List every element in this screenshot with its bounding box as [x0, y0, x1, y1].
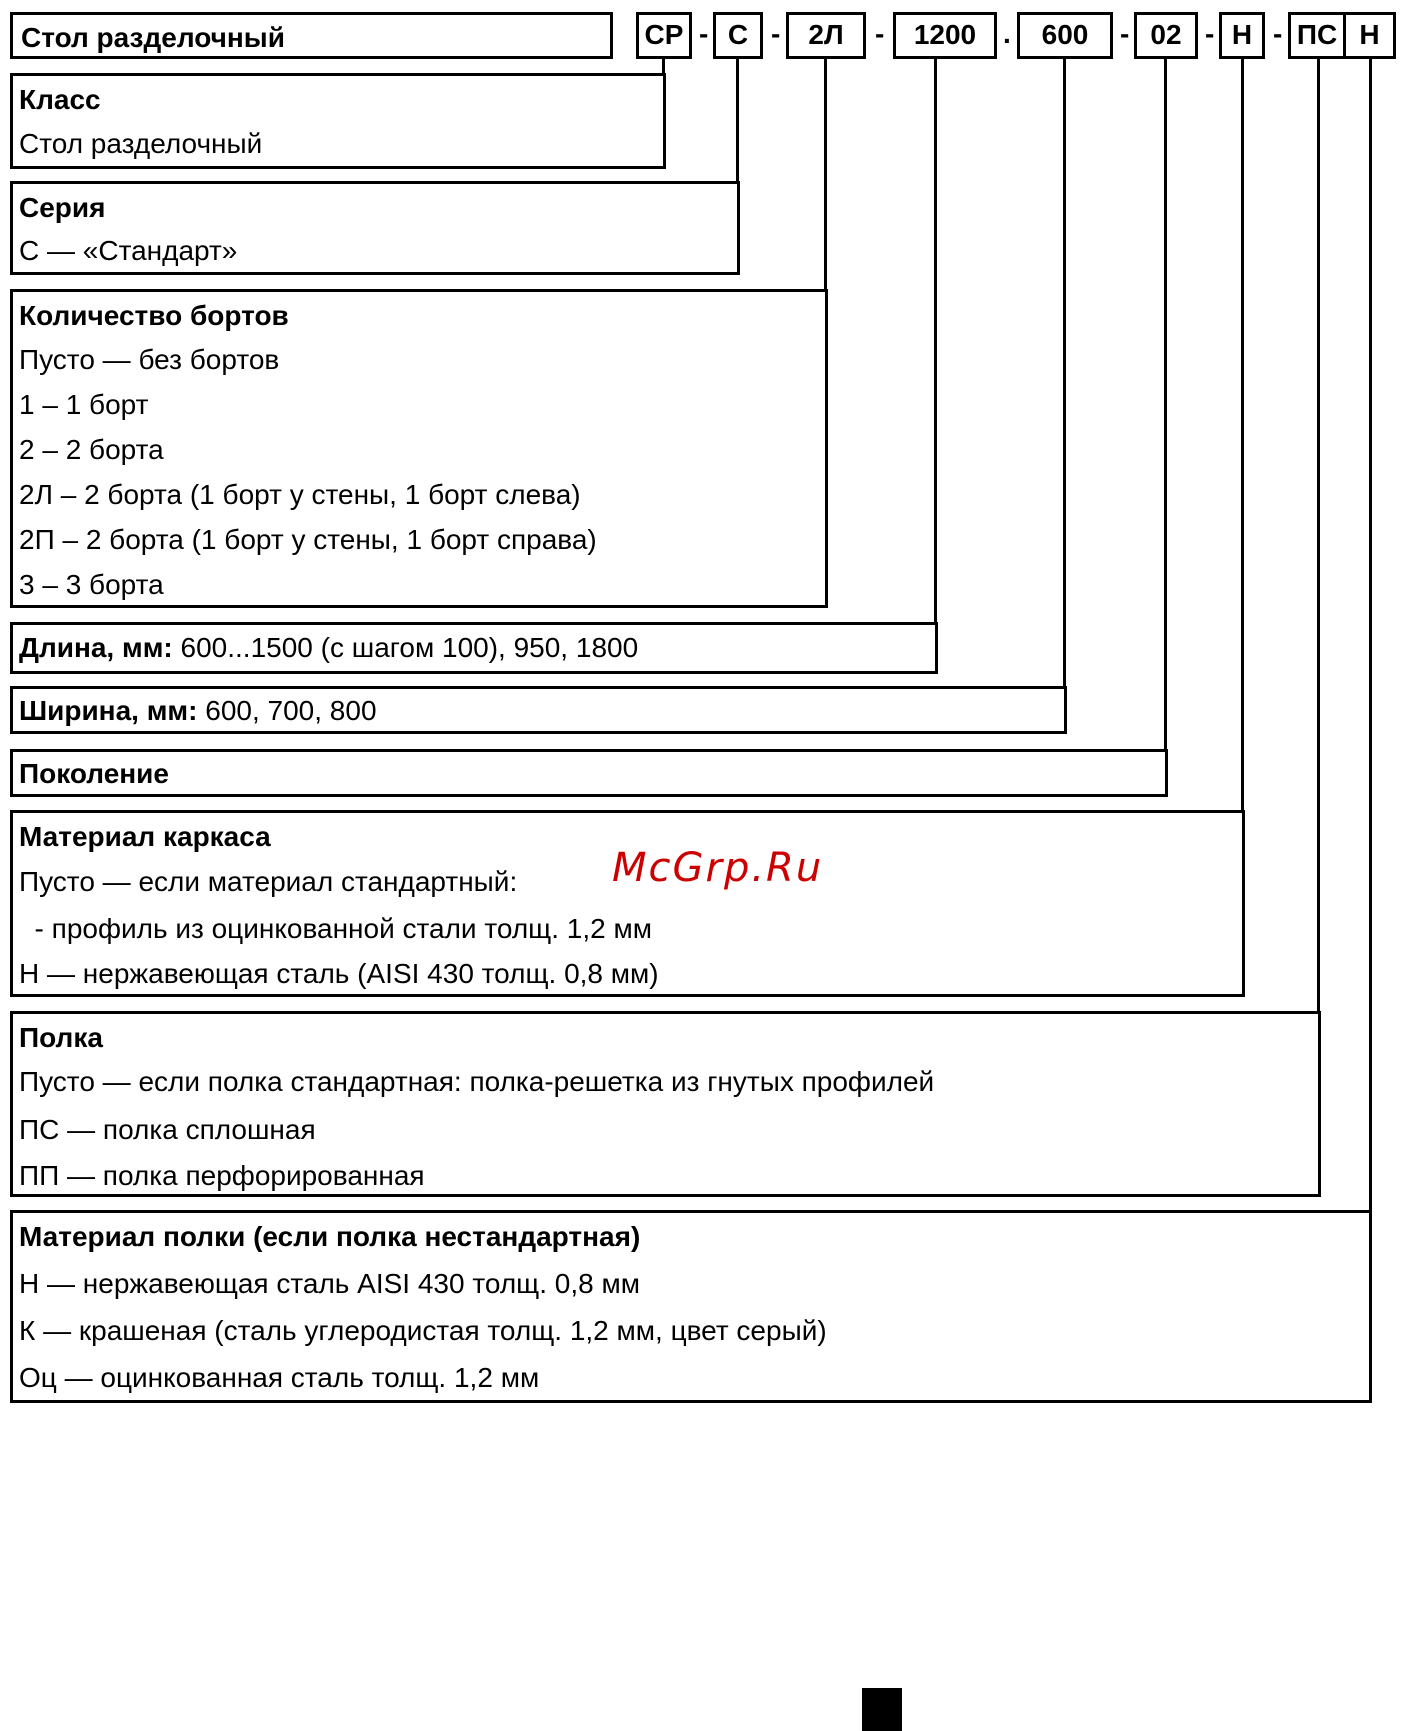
connector-line	[1369, 59, 1372, 1212]
code-shelf: ПС	[1288, 12, 1346, 59]
section-line: С — «Стандарт»	[19, 235, 238, 266]
code-separator: -	[699, 18, 709, 49]
section-line: 3 – 3 борта	[19, 569, 164, 600]
product-title-box	[10, 12, 613, 59]
code-series: С	[713, 12, 763, 59]
section-generation	[10, 749, 1168, 797]
section-heading: Серия	[19, 192, 106, 223]
code-sides: 2Л	[786, 12, 866, 59]
length-values: 600...1500 (с шагом 100), 950, 1800	[172, 632, 639, 663]
section-heading: Материал полки (если полка нестандартная)	[19, 1221, 641, 1252]
code-separator: -	[1273, 18, 1283, 49]
section-line: 1 – 1 борт	[19, 389, 149, 420]
section-series	[10, 181, 740, 275]
section-line: Н — нержавеющая сталь AISI 430 толщ. 0,8 мм	[19, 1268, 640, 1299]
connector-line	[824, 59, 827, 291]
watermark: McGrp.Ru	[612, 845, 824, 891]
section-width	[10, 686, 1067, 734]
code-length: 1200	[893, 12, 997, 59]
section-line: Пусто — если материал стандартный:	[19, 866, 518, 897]
section-line: 2Л – 2 борта (1 борт у стены, 1 борт слева)	[19, 479, 581, 510]
code-separator: -	[1205, 18, 1215, 49]
section-line: ПП — полка перфорированная	[19, 1160, 425, 1191]
section-line: 2П – 2 борта (1 борт у стены, 1 борт справа)	[19, 524, 597, 555]
code-class: СР	[636, 12, 692, 59]
connector-line	[1164, 59, 1167, 753]
section-line: 2 – 2 борта	[19, 434, 164, 465]
section-heading: Поколение	[19, 758, 169, 789]
section-heading: Ширина, мм:	[19, 695, 198, 726]
section-length	[10, 622, 938, 674]
connector-line	[1317, 59, 1320, 1014]
width-values: 600, 700, 800	[197, 695, 377, 726]
code-separator: .	[1003, 18, 1011, 49]
code-separator: -	[771, 18, 781, 49]
section-line: Стол разделочный	[19, 128, 263, 159]
section-heading: Длина, мм:	[19, 632, 173, 663]
connector-line	[934, 59, 937, 625]
code-separator: -	[875, 18, 885, 49]
section-line: К — крашеная (сталь углеродистая толщ. 1,2 мм, цвет серый)	[19, 1315, 827, 1346]
section-heading: Полка	[19, 1022, 103, 1053]
section-line: Н — нержавеющая сталь (AISI 430 толщ. 0,8 мм)	[19, 958, 659, 989]
section-heading: Материал каркаса	[19, 821, 271, 852]
connector-line	[1241, 59, 1244, 816]
section-sides	[10, 289, 828, 608]
section-shelf-material	[10, 1210, 1372, 1403]
section-line: Пусто — если полка стандартная: полка-решетка из гнутых профилей	[19, 1066, 935, 1097]
code-width: 600	[1017, 12, 1113, 59]
section-frame-material	[10, 810, 1245, 997]
section-heading: Класс	[19, 84, 101, 115]
code-frame-material: Н	[1219, 12, 1265, 59]
code-separator: -	[1120, 18, 1130, 49]
code-generation: 02	[1134, 12, 1198, 59]
product-title: Стол разделочный	[21, 22, 285, 53]
section-line: Оц — оцинкованная сталь толщ. 1,2 мм	[19, 1362, 540, 1393]
section-line: Пусто — без бортов	[19, 344, 280, 375]
section-heading: Количество бортов	[19, 300, 289, 331]
section-class	[10, 73, 666, 169]
connector-line	[1063, 59, 1066, 690]
code-shelf-material: Н	[1346, 12, 1396, 59]
section-shelf	[10, 1011, 1321, 1197]
section-line: - профиль из оцинкованной стали толщ. 1,2 мм	[19, 913, 652, 944]
section-line: ПС — полка сплошная	[19, 1114, 316, 1145]
page-marker	[862, 1688, 902, 1731]
